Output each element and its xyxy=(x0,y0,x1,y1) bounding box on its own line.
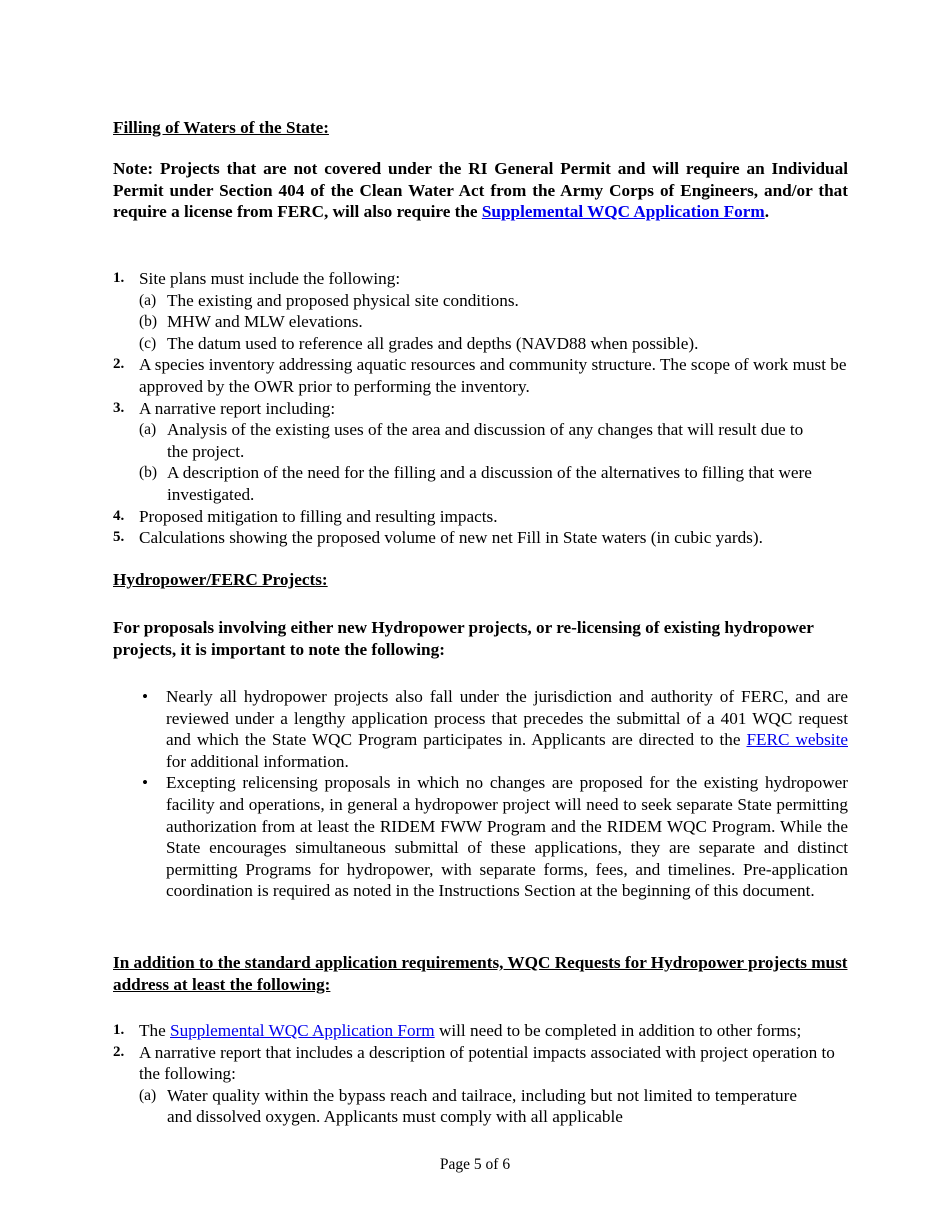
sub-item xyxy=(113,462,827,505)
filling-requirements-list xyxy=(113,268,853,549)
hydropower-bullets xyxy=(113,686,848,902)
item-number: 5. xyxy=(113,529,125,546)
ferc-website-link[interactable]: FERC website xyxy=(746,730,848,750)
sub-item xyxy=(113,1085,797,1128)
item-number: 2. xyxy=(113,1043,125,1060)
list-item xyxy=(113,527,853,549)
item-number: 4. xyxy=(113,507,125,524)
bullet-item xyxy=(113,686,848,772)
bullet-text: Excepting relicensing proposals in which no changes are proposed for the existing hydropower facility and operations, in general a hydropower project will need to seek separate State permitting authorization from at least the RIDEM FWW Program and the RIDEM WQC Program. While the State encourages simultaneous submittal of these applications, they are separate and distinct permitting Programs for hydropower, with separate forms, fees, and timelines. Pre-application coordination is required as noted in the Instructions Section at the beginning of this document. xyxy=(166,773,848,901)
sub-label: (c) xyxy=(139,334,157,352)
item-text: The xyxy=(139,1021,171,1040)
sub-label: (a) xyxy=(139,421,157,439)
sub-item xyxy=(113,290,853,312)
bullet-text: Nearly all hydropower projects also fall under the jurisdiction and authority of FERC, and are reviewed under a lengthy application process that precedes the submittal of a 401 WQC request and which the State WQC Program participates in. Applicants are directed to the xyxy=(166,687,848,750)
note-end: . xyxy=(764,202,769,222)
sub-item xyxy=(113,311,853,333)
sub-text: The existing and proposed physical site conditions. xyxy=(167,290,519,310)
sub-label: (a) xyxy=(139,291,157,309)
sub-text: A description of the need for the filling and a discussion of the alternatives to filling that were investigated. xyxy=(167,463,812,504)
item-number: 3. xyxy=(113,399,125,416)
sub-label: (a) xyxy=(139,1086,157,1104)
note-paragraph xyxy=(113,158,848,223)
item-number: 1. xyxy=(113,270,125,286)
list-item xyxy=(113,354,853,397)
item-number: 1. xyxy=(113,1022,125,1038)
item-text: A narrative report that includes a description of potential impacts associated with project operation to the following: xyxy=(139,1042,835,1084)
sub-text: Analysis of the existing uses of the area and discussion of any changes that will result due to the project. xyxy=(167,420,804,461)
sub-text: The datum used to reference all grades and depths (NAVD88 when possible). xyxy=(167,333,699,353)
bullet-text-end: for additional information. xyxy=(166,751,349,771)
item-text: Proposed mitigation to filling and resulting impacts. xyxy=(139,506,498,526)
sub-label: (b) xyxy=(139,464,158,482)
list-item xyxy=(113,1020,853,1042)
page-number: Page 5 of 6 xyxy=(439,1156,511,1173)
supplemental-wqc-link-2[interactable]: Supplemental WQC Application Form xyxy=(170,1021,435,1040)
sub-item xyxy=(113,419,827,462)
sub-text: Water quality within the bypass reach and tailrace, including but not limited to temperature and dissolved oxygen. Applicants must comply with all applicable xyxy=(167,1085,797,1127)
bullet-item xyxy=(113,772,848,902)
item-text: A narrative report including: xyxy=(139,398,336,418)
sub-text: MHW and MLW elevations. xyxy=(167,312,363,332)
heading-hydropower-requirements: In addition to the standard application requirements, WQC Requests for Hydropower projects must address at least the following: xyxy=(113,953,848,994)
supplemental-wqc-link[interactable]: Supplemental WQC Application Form xyxy=(481,202,765,222)
item-text-end: will need to be completed in addition to other forms; xyxy=(434,1021,802,1040)
item-text: A species inventory addressing aquatic resources and community structure. The scope of work must be approved by the OWR prior to performing the inventory. xyxy=(139,355,847,396)
hydropower-requirements-list xyxy=(113,1020,853,1128)
heading-hydropower: Hydropower/FERC Projects: xyxy=(113,570,328,589)
sub-item xyxy=(113,333,853,355)
sub-label: (b) xyxy=(139,313,158,331)
note-text: Note: Projects that are not covered under the RI General Permit and will require an Individual Permit under Section 404 of the Clean Water Act from the Army Corps of Engineers, and/or that require a license from FERC, will also require the xyxy=(113,159,848,222)
list-item xyxy=(113,398,853,420)
item-text: Site plans must include the following: xyxy=(139,269,401,288)
bullet-icon: • xyxy=(142,773,149,793)
item-text: Calculations showing the proposed volume of new net Fill in State waters (in cubic yards). xyxy=(139,528,763,548)
hydropower-intro: For proposals involving either new Hydropower projects, or re-licensing of existing hydropower projects, it is important to note the following: xyxy=(113,618,814,659)
item-number: 2. xyxy=(113,356,125,373)
list-item xyxy=(113,506,853,528)
bullet-icon: • xyxy=(142,687,149,706)
list-item xyxy=(113,268,853,290)
heading-filling: Filling of Waters of the State: xyxy=(113,118,329,137)
list-item xyxy=(113,1042,853,1085)
